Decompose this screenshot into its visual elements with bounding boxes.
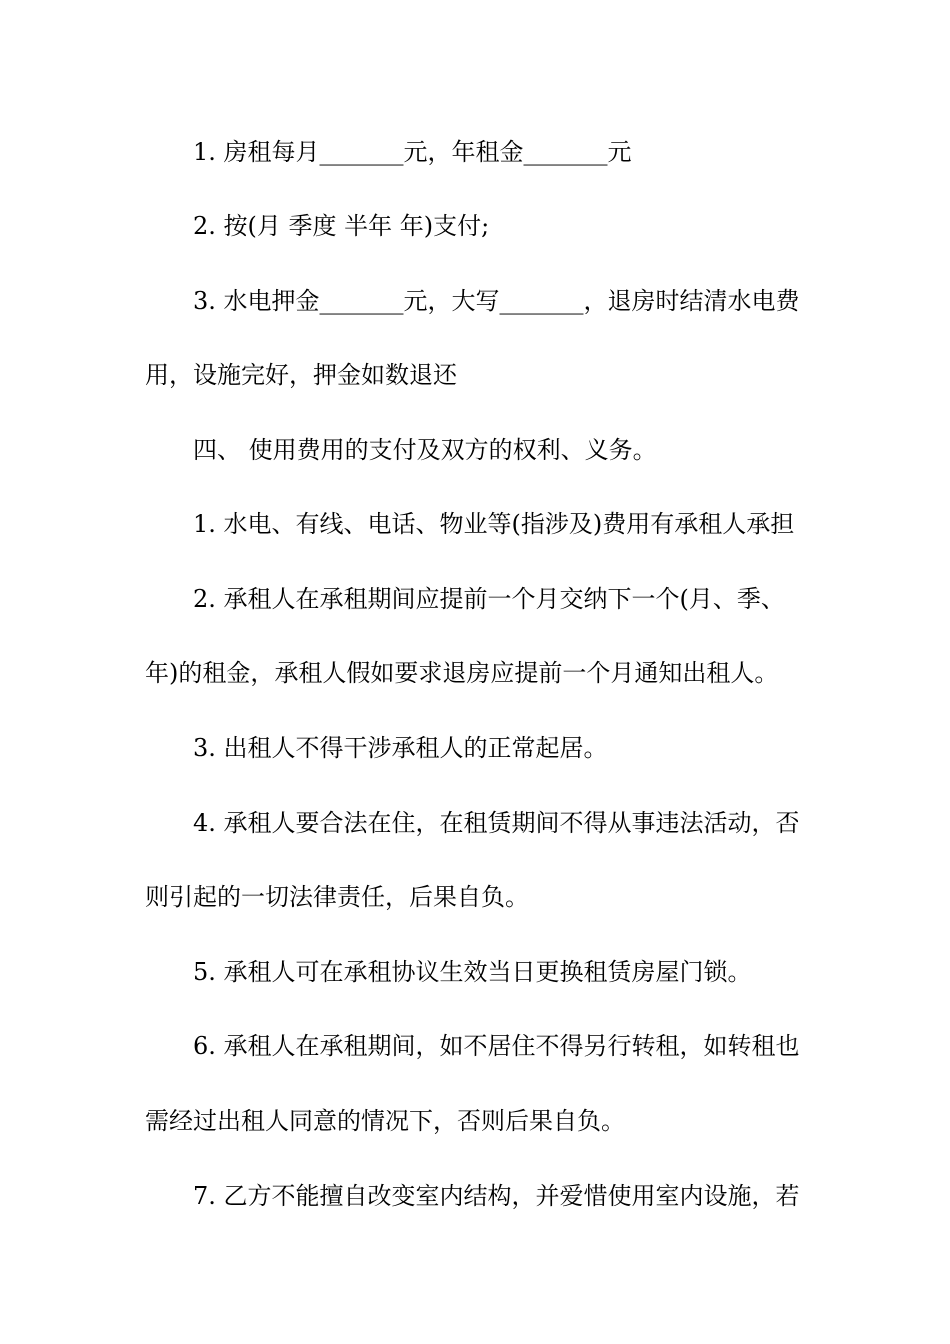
no-interference-clause: 3. 出租人不得干涉承租人的正常起居。 xyxy=(193,734,608,762)
legal-residence-clause-continued: 则引起的一切法律责任，后果自负。 xyxy=(145,883,529,911)
advance-payment-clause: 2. 承租人在承租期间应提前一个月交纳下一个(月、季、 xyxy=(193,585,785,613)
rent-amount-line: 1. 房租每月_______元，年租金_______元 xyxy=(193,138,632,166)
payment-period-line: 2. 按(月 季度 半年 年)支付; xyxy=(193,212,490,240)
legal-residence-clause: 4. 承租人要合法在住，在租赁期间不得从事违法活动，否 xyxy=(193,809,800,837)
utilities-clause: 1. 水电、有线、电话、物业等(指涉及)费用有承租人承担 xyxy=(193,510,795,538)
structure-clause: 7. 乙方不能擅自改变室内结构，并爱惜使用室内设施，若 xyxy=(193,1182,800,1210)
sublet-clause-continued: 需经过出租人同意的情况下，否则后果自负。 xyxy=(145,1107,625,1135)
deposit-line: 3. 水电押金_______元，大写_______，退房时结清水电费 xyxy=(193,287,800,315)
section-four-heading: 四、 使用费用的支付及双方的权利、义务。 xyxy=(193,436,657,464)
deposit-line-continued: 用，设施完好，押金如数退还 xyxy=(145,361,457,389)
lock-change-clause: 5. 承租人可在承租协议生效当日更换租赁房屋门锁。 xyxy=(193,958,752,986)
sublet-clause: 6. 承租人在承租期间，如不居住不得另行转租，如转租也 xyxy=(193,1032,800,1060)
advance-payment-clause-continued: 年)的租金，承租人假如要求退房应提前一个月通知出租人。 xyxy=(145,659,779,687)
